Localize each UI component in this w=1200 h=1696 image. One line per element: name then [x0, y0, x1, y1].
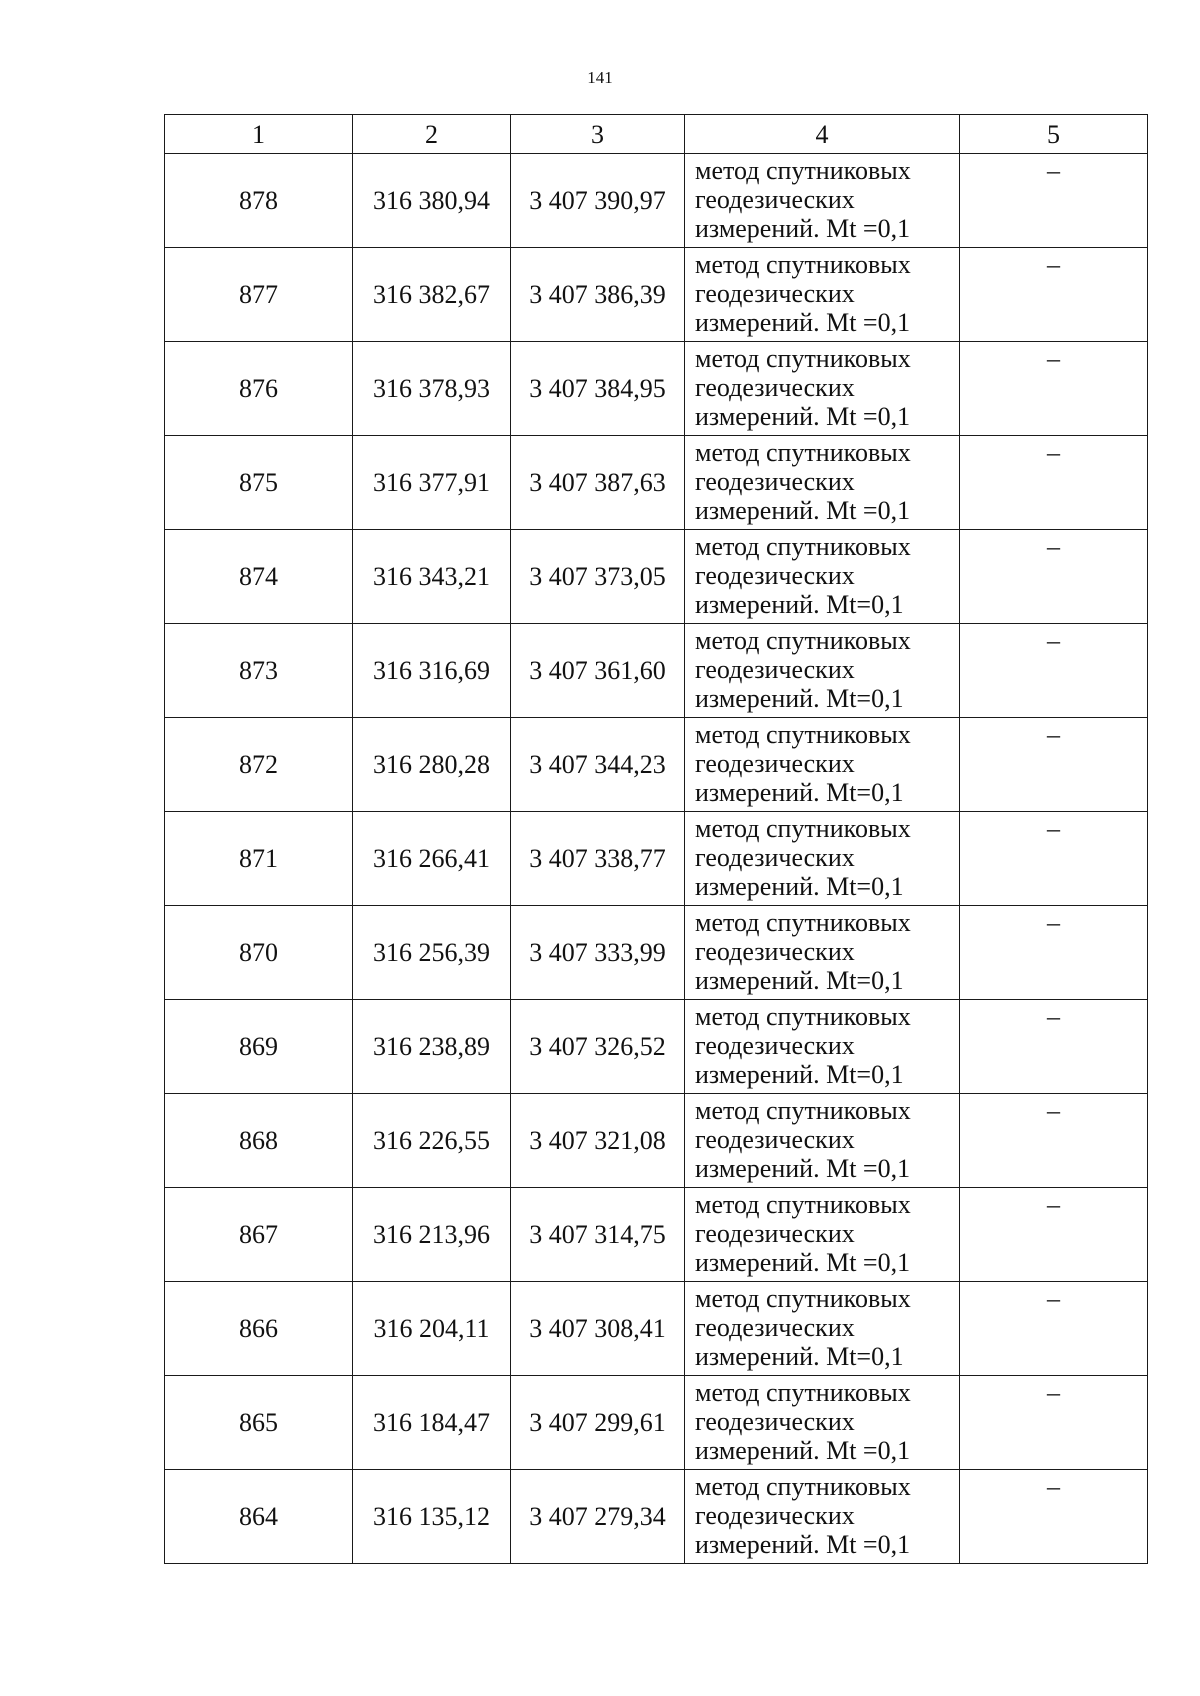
- note-cell: –: [960, 1376, 1148, 1470]
- method-cell: [685, 248, 960, 342]
- method-line: измерений. Mt =0,1: [695, 1530, 911, 1559]
- method-line: метод спутниковых: [695, 532, 911, 561]
- method-line: геодезических: [695, 185, 855, 214]
- y-coordinate-cell: 3 407 361,60: [511, 624, 685, 718]
- y-coordinate-cell: 3 407 308,41: [511, 1282, 685, 1376]
- x-coordinate-cell: 316 184,47: [353, 1376, 511, 1470]
- method-line: геодезических: [695, 1407, 855, 1436]
- method-cell: [685, 154, 960, 248]
- header-col-5: 5: [960, 115, 1148, 154]
- method-line: геодезических: [695, 1501, 855, 1530]
- method-line: измерений. Mt=0,1: [695, 778, 904, 807]
- note-cell: –: [960, 1470, 1148, 1564]
- point-number-cell: 864: [165, 1470, 353, 1564]
- point-number-cell: 878: [165, 154, 353, 248]
- coordinates-table: [164, 114, 1148, 1564]
- table-row: [165, 906, 1148, 1000]
- y-coordinate-cell: 3 407 326,52: [511, 1000, 685, 1094]
- method-line: геодезических: [695, 1031, 855, 1060]
- table-row: [165, 1000, 1148, 1094]
- note-cell: –: [960, 1094, 1148, 1188]
- note-cell: –: [960, 342, 1148, 436]
- table-row: [165, 624, 1148, 718]
- y-coordinate-cell: 3 407 333,99: [511, 906, 685, 1000]
- method-cell: [685, 1094, 960, 1188]
- x-coordinate-cell: 316 316,69: [353, 624, 511, 718]
- point-number-cell: 870: [165, 906, 353, 1000]
- table-row: [165, 436, 1148, 530]
- point-number-cell: 867: [165, 1188, 353, 1282]
- x-coordinate-cell: 316 378,93: [353, 342, 511, 436]
- method-cell: [685, 1188, 960, 1282]
- note-cell: –: [960, 1000, 1148, 1094]
- method-line: метод спутниковых: [695, 1284, 911, 1313]
- method-line: геодезических: [695, 373, 855, 402]
- method-line: метод спутниковых: [695, 250, 911, 279]
- x-coordinate-cell: 316 343,21: [353, 530, 511, 624]
- method-cell: [685, 1470, 960, 1564]
- note-cell: –: [960, 906, 1148, 1000]
- method-line: геодезических: [695, 749, 855, 778]
- method-cell: [685, 624, 960, 718]
- method-cell: [685, 812, 960, 906]
- method-line: метод спутниковых: [695, 908, 911, 937]
- table-row: [165, 1094, 1148, 1188]
- header-col-2: 2: [353, 115, 511, 154]
- table-header-row: [165, 115, 1148, 154]
- method-line: измерений. Mt =0,1: [695, 1154, 911, 1183]
- y-coordinate-cell: 3 407 390,97: [511, 154, 685, 248]
- note-cell: –: [960, 812, 1148, 906]
- y-coordinate-cell: 3 407 314,75: [511, 1188, 685, 1282]
- method-cell: [685, 1376, 960, 1470]
- method-line: измерений. Mt=0,1: [695, 872, 904, 901]
- method-line: метод спутниковых: [695, 1002, 911, 1031]
- method-line: геодезических: [695, 655, 855, 684]
- method-line: геодезических: [695, 561, 855, 590]
- method-line: измерений. Mt =0,1: [695, 308, 911, 337]
- table-row: [165, 154, 1148, 248]
- note-cell: –: [960, 624, 1148, 718]
- method-line: метод спутниковых: [695, 720, 911, 749]
- method-cell: [685, 718, 960, 812]
- method-line: геодезических: [695, 1125, 855, 1154]
- note-cell: –: [960, 248, 1148, 342]
- method-cell: [685, 906, 960, 1000]
- page-number: 141: [587, 68, 613, 87]
- method-line: метод спутниковых: [695, 814, 911, 843]
- table-row: [165, 812, 1148, 906]
- header-col-4: 4: [685, 115, 960, 154]
- point-number-cell: 874: [165, 530, 353, 624]
- method-line: метод спутниковых: [695, 1190, 911, 1219]
- method-line: геодезических: [695, 279, 855, 308]
- method-line: измерений. Mt =0,1: [695, 214, 911, 243]
- x-coordinate-cell: 316 256,39: [353, 906, 511, 1000]
- y-coordinate-cell: 3 407 386,39: [511, 248, 685, 342]
- table-row: [165, 718, 1148, 812]
- method-line: метод спутниковых: [695, 1096, 911, 1125]
- x-coordinate-cell: 316 226,55: [353, 1094, 511, 1188]
- table-row: [165, 342, 1148, 436]
- point-number-cell: 865: [165, 1376, 353, 1470]
- table-row: [165, 1376, 1148, 1470]
- y-coordinate-cell: 3 407 373,05: [511, 530, 685, 624]
- point-number-cell: 875: [165, 436, 353, 530]
- method-line: метод спутниковых: [695, 1472, 911, 1501]
- table-row: [165, 1188, 1148, 1282]
- y-coordinate-cell: 3 407 299,61: [511, 1376, 685, 1470]
- method-line: метод спутниковых: [695, 438, 911, 467]
- method-line: измерений. Mt =0,1: [695, 402, 911, 431]
- method-line: измерений. Mt =0,1: [695, 1248, 911, 1277]
- x-coordinate-cell: 316 380,94: [353, 154, 511, 248]
- x-coordinate-cell: 316 238,89: [353, 1000, 511, 1094]
- note-cell: –: [960, 530, 1148, 624]
- point-number-cell: 868: [165, 1094, 353, 1188]
- method-line: измерений. Mt=0,1: [695, 684, 904, 713]
- x-coordinate-cell: 316 213,96: [353, 1188, 511, 1282]
- method-line: измерений. Mt =0,1: [695, 496, 911, 525]
- method-line: геодезических: [695, 467, 855, 496]
- table-row: [165, 530, 1148, 624]
- note-cell: –: [960, 1188, 1148, 1282]
- method-line: метод спутниковых: [695, 1378, 911, 1407]
- x-coordinate-cell: 316 382,67: [353, 248, 511, 342]
- x-coordinate-cell: 316 377,91: [353, 436, 511, 530]
- y-coordinate-cell: 3 407 384,95: [511, 342, 685, 436]
- method-line: измерений. Mt=0,1: [695, 590, 904, 619]
- method-line: геодезических: [695, 1219, 855, 1248]
- method-line: метод спутниковых: [695, 344, 911, 373]
- method-cell: [685, 436, 960, 530]
- note-cell: –: [960, 1282, 1148, 1376]
- note-cell: –: [960, 154, 1148, 248]
- header-col-3: 3: [511, 115, 685, 154]
- method-line: метод спутниковых: [695, 156, 911, 185]
- method-cell: [685, 530, 960, 624]
- y-coordinate-cell: 3 407 338,77: [511, 812, 685, 906]
- table-row: [165, 1470, 1148, 1564]
- method-line: геодезических: [695, 1313, 855, 1342]
- y-coordinate-cell: 3 407 279,34: [511, 1470, 685, 1564]
- x-coordinate-cell: 316 135,12: [353, 1470, 511, 1564]
- y-coordinate-cell: 3 407 387,63: [511, 436, 685, 530]
- method-line: измерений. Mt =0,1: [695, 1436, 911, 1465]
- table-row: [165, 248, 1148, 342]
- method-line: метод спутниковых: [695, 626, 911, 655]
- y-coordinate-cell: 3 407 321,08: [511, 1094, 685, 1188]
- method-cell: [685, 1000, 960, 1094]
- point-number-cell: 871: [165, 812, 353, 906]
- point-number-cell: 877: [165, 248, 353, 342]
- x-coordinate-cell: 316 280,28: [353, 718, 511, 812]
- method-line: измерений. Mt=0,1: [695, 1060, 904, 1089]
- point-number-cell: 866: [165, 1282, 353, 1376]
- note-cell: –: [960, 436, 1148, 530]
- method-line: измерений. Mt=0,1: [695, 966, 904, 995]
- table-body: [165, 154, 1148, 1564]
- method-cell: [685, 1282, 960, 1376]
- method-line: геодезических: [695, 937, 855, 966]
- method-cell: [685, 342, 960, 436]
- header-col-1: 1: [165, 115, 353, 154]
- point-number-cell: 869: [165, 1000, 353, 1094]
- point-number-cell: 873: [165, 624, 353, 718]
- y-coordinate-cell: 3 407 344,23: [511, 718, 685, 812]
- note-cell: –: [960, 718, 1148, 812]
- method-line: измерений. Mt=0,1: [695, 1342, 904, 1371]
- x-coordinate-cell: 316 266,41: [353, 812, 511, 906]
- x-coordinate-cell: 316 204,11: [353, 1282, 511, 1376]
- point-number-cell: 876: [165, 342, 353, 436]
- table-row: [165, 1282, 1148, 1376]
- point-number-cell: 872: [165, 718, 353, 812]
- method-line: геодезических: [695, 843, 855, 872]
